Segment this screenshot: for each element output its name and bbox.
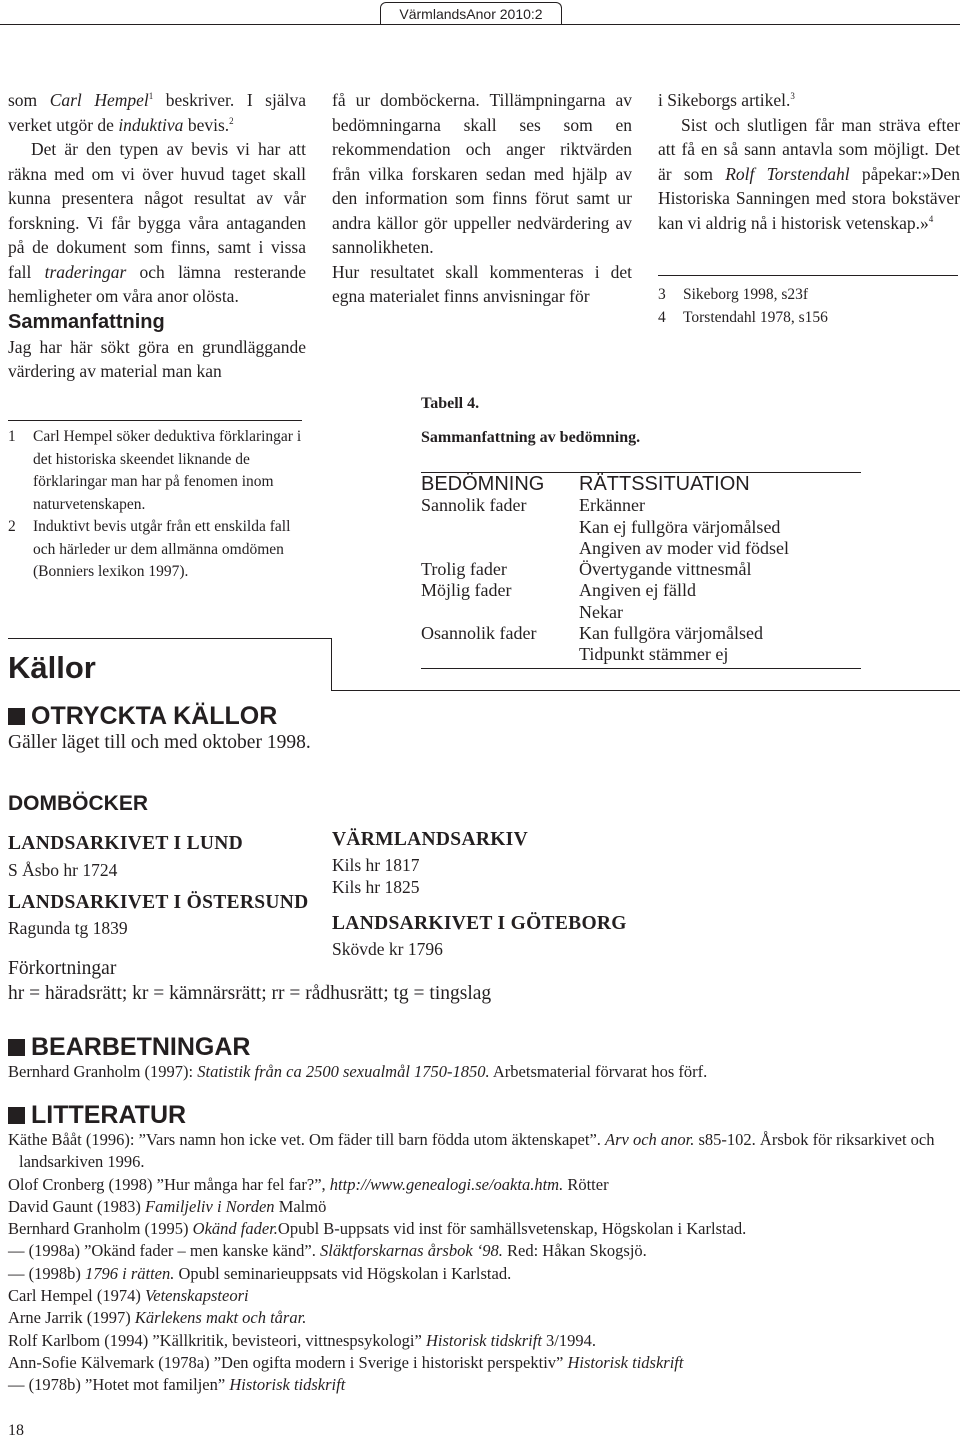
table-cell: Trolig fader [421,559,507,580]
table-cell: Nekar [579,601,623,622]
archive-name: LANDSARKIVET I GÖTEBORG [332,913,627,934]
page-number: 18 [8,1422,24,1439]
table-label: Tabell 4. [421,395,480,412]
archive-item: S Åsbo hr 1724 [8,860,118,880]
table-cell: Sannolik fader [421,495,527,516]
table-cell: Erkänner [579,495,645,516]
paragraph: som Carl Hempel$^1$ beskriver. I själva verket utgör de induktiva bevis.$^2$ [8,90,306,135]
footnote-rule [658,275,958,276]
table-cell: Tidpunkt stämmer ej [579,644,729,665]
archive-item: Kils hr 1825 [332,877,420,897]
paragraph: Sist och slutligen får man sträva efter att få en så sann antavla som möjligt. Det är som Rolf Torstendahl påpekar:»Den Historiska Sanningen med stora bokstäver kan vi aldrig nå i historisk vetenskap.»$^4$ [658,114,960,233]
footnote: 3 Sikeborg 1998, s23f [658,286,809,303]
footnote: 4 Torstendahl 1978, s156 [658,308,828,326]
reference-item: — (1998a) ”Okänd fader – men kanske känd”. Släktforskarnas årsbok ‘98. Red: Håkan Skogsjö. [8,1241,647,1261]
table-cell: Kan ej fullgöra värjomålsed [579,516,781,537]
section-heading: Sammanfattning [8,310,165,333]
table-header-row [421,474,789,495]
section-rule-vertical [331,638,332,690]
paragraph: Jag har här sökt göra en grundläggande värdering av material man kan [8,336,306,381]
reference-item: — (1978b) ”Hotet mot familjen” Historisk tidskrift [8,1375,346,1395]
table-row [421,538,789,559]
reference-item: Käthe Bååt (1996): ”Vars namn hon icke vet. Om fäder till barn födda utom äktenskapet”. Arv och anor. s85-102. Årsbok för riksarkivet och landsarkiven 1996. [8,1130,935,1172]
paragraph: Hur resultatet skall kommenteras i det egna materialet finns anvisningar för [332,261,632,306]
processed-entry: Bernhard Granholm (1997): Statistik från ca 2500 sexualmål 1750-1850. Arbetsmaterial förvarat hos förf. [8,1062,708,1081]
reference-item: Arne Jarrik (1997) Kärlekens makt och tårar. [8,1308,307,1328]
table-header-cell: RÄTTSSITUATION [579,473,750,495]
table-cell [421,644,579,665]
literature-heading: LITTERATUR [8,1101,186,1129]
table-cell [421,602,579,623]
footnotes-left [8,426,306,584]
table-grid [421,474,789,666]
processed-heading: BEARBETNINGAR [8,1033,250,1061]
table-cell [421,538,579,559]
table-caption: Sammanfattning av bedömning. [421,429,641,446]
subheading-domböcker: DOMBÖCKER [8,792,148,815]
reference-item: Carl Hempel (1974) Vetenskapsteori [8,1286,249,1306]
reference-item: — (1998b) 1796 i rätten. Opubl seminarieuppsats vid Högskolan i Karlstad. [8,1263,512,1283]
archive-item: Kils hr 1817 [332,855,420,875]
table-cell: Angiven av moder vid födsel [579,537,789,558]
table-header-cell: BEDÖMNING [421,473,545,495]
table-cell: Kan fullgöra värjomålsed [579,623,763,644]
archive-item: Skövde kr 1796 [332,939,443,959]
archive-name: LANDSARKIVET I ÖSTERSUND [8,892,309,913]
abbreviations-title: Förkortningar [8,958,117,979]
abbreviations-text: hr = häradsrätt; kr = kämnärsrätt; rr = rådhusrätt; tg = tingslag [8,983,492,1004]
section-rule [8,638,332,639]
table-cell: Övertygande vittnesmål [579,559,752,580]
table-row [421,495,789,516]
column-middle [332,88,632,309]
footnote: 1 Carl Hempel söker deduktiva förklaringar i det historiska skeendet liknande de förklaringar man har på fenomen inom naturvetenskapen. [8,428,302,513]
square-bullet-icon [8,1107,25,1124]
paragraph: i Sikeborgs artikel.$^3$ [658,90,795,110]
footnote-rule [8,420,302,421]
square-bullet-icon [8,1039,25,1056]
paragraph: få ur domböckerna. Tillämpningarna av bedömningarna skall ses som en rekommendation och anger riktvärden från vilka forskaren sedan med hjälp av den information som finns förut samt ur andra källor gör uppeller nedvärdering av sannolikheten. [332,90,632,257]
reference-item: Bernhard Granholm (1995) Okänd fader.Opubl B-uppsats vid inst för samhällsvetenskap, Högskolan i Karlstad. [8,1219,747,1239]
table-cell: Angiven ej fälld [579,580,696,601]
table-row [421,517,789,538]
reference-item: Rolf Karlbom (1994) ”Källkritik, bevisteori, vittnespsykologi” Historisk tidskrift 3/1994. [8,1330,596,1350]
archive-name: VÄRMLANDSARKIV [332,829,528,850]
footnotes-right [658,284,958,329]
reference-item: Olof Cronberg (1998) ”Hur många har fel far?”, http://www.genealogi.se/oakta.htm. Rötter [8,1174,609,1194]
table-row [421,580,789,601]
table-row [421,602,789,623]
section-rule [331,690,960,691]
table-row [421,559,789,580]
reference-item: Ann-Sofie Kälvemark (1978a) ”Den ogifta modern i Sverige i historiskt perspektiv” Historisk tidskrift [8,1352,684,1372]
table-row [421,623,789,644]
square-bullet-icon [8,708,25,725]
literature-list [8,1129,948,1397]
footnote: 2 Induktivt bevis utgår från ett enskilda fall och härleder ur dem allmänna omdömen (Bonniers lexikon 1997). [8,518,291,580]
column-right [658,88,960,235]
table-row [421,644,789,665]
sources-title: Källor [8,650,96,685]
unprinted-note: Gäller läget till och med oktober 1998. [8,732,311,753]
column-left [8,88,306,384]
archive-name: LANDSARKIVET I LUND [8,833,244,854]
table-cell [421,517,579,538]
paragraph: Det är den typen av bevis vi har att räkna med om vi över huvud taget skall kunna presentera något resultat av vår forskning. Vi får bygga våra antaganden på de dokument som finns, samt i vissa fall traderingar och lämna resterande hemligheter om våra anor olösta. [8,139,306,306]
running-header: VärmlandsAnor 2010:2 [380,2,562,24]
table-bottom-rule [421,668,861,669]
table-cell: Osannolik fader [421,623,537,644]
archive-item: Ragunda tg 1839 [8,918,128,938]
reference-item: David Gaunt (1983) Familjeliv i Norden Malmö [8,1196,327,1216]
table-cell: Möjlig fader [421,580,512,601]
unprinted-heading: OTRYCKTA KÄLLOR [8,702,277,730]
